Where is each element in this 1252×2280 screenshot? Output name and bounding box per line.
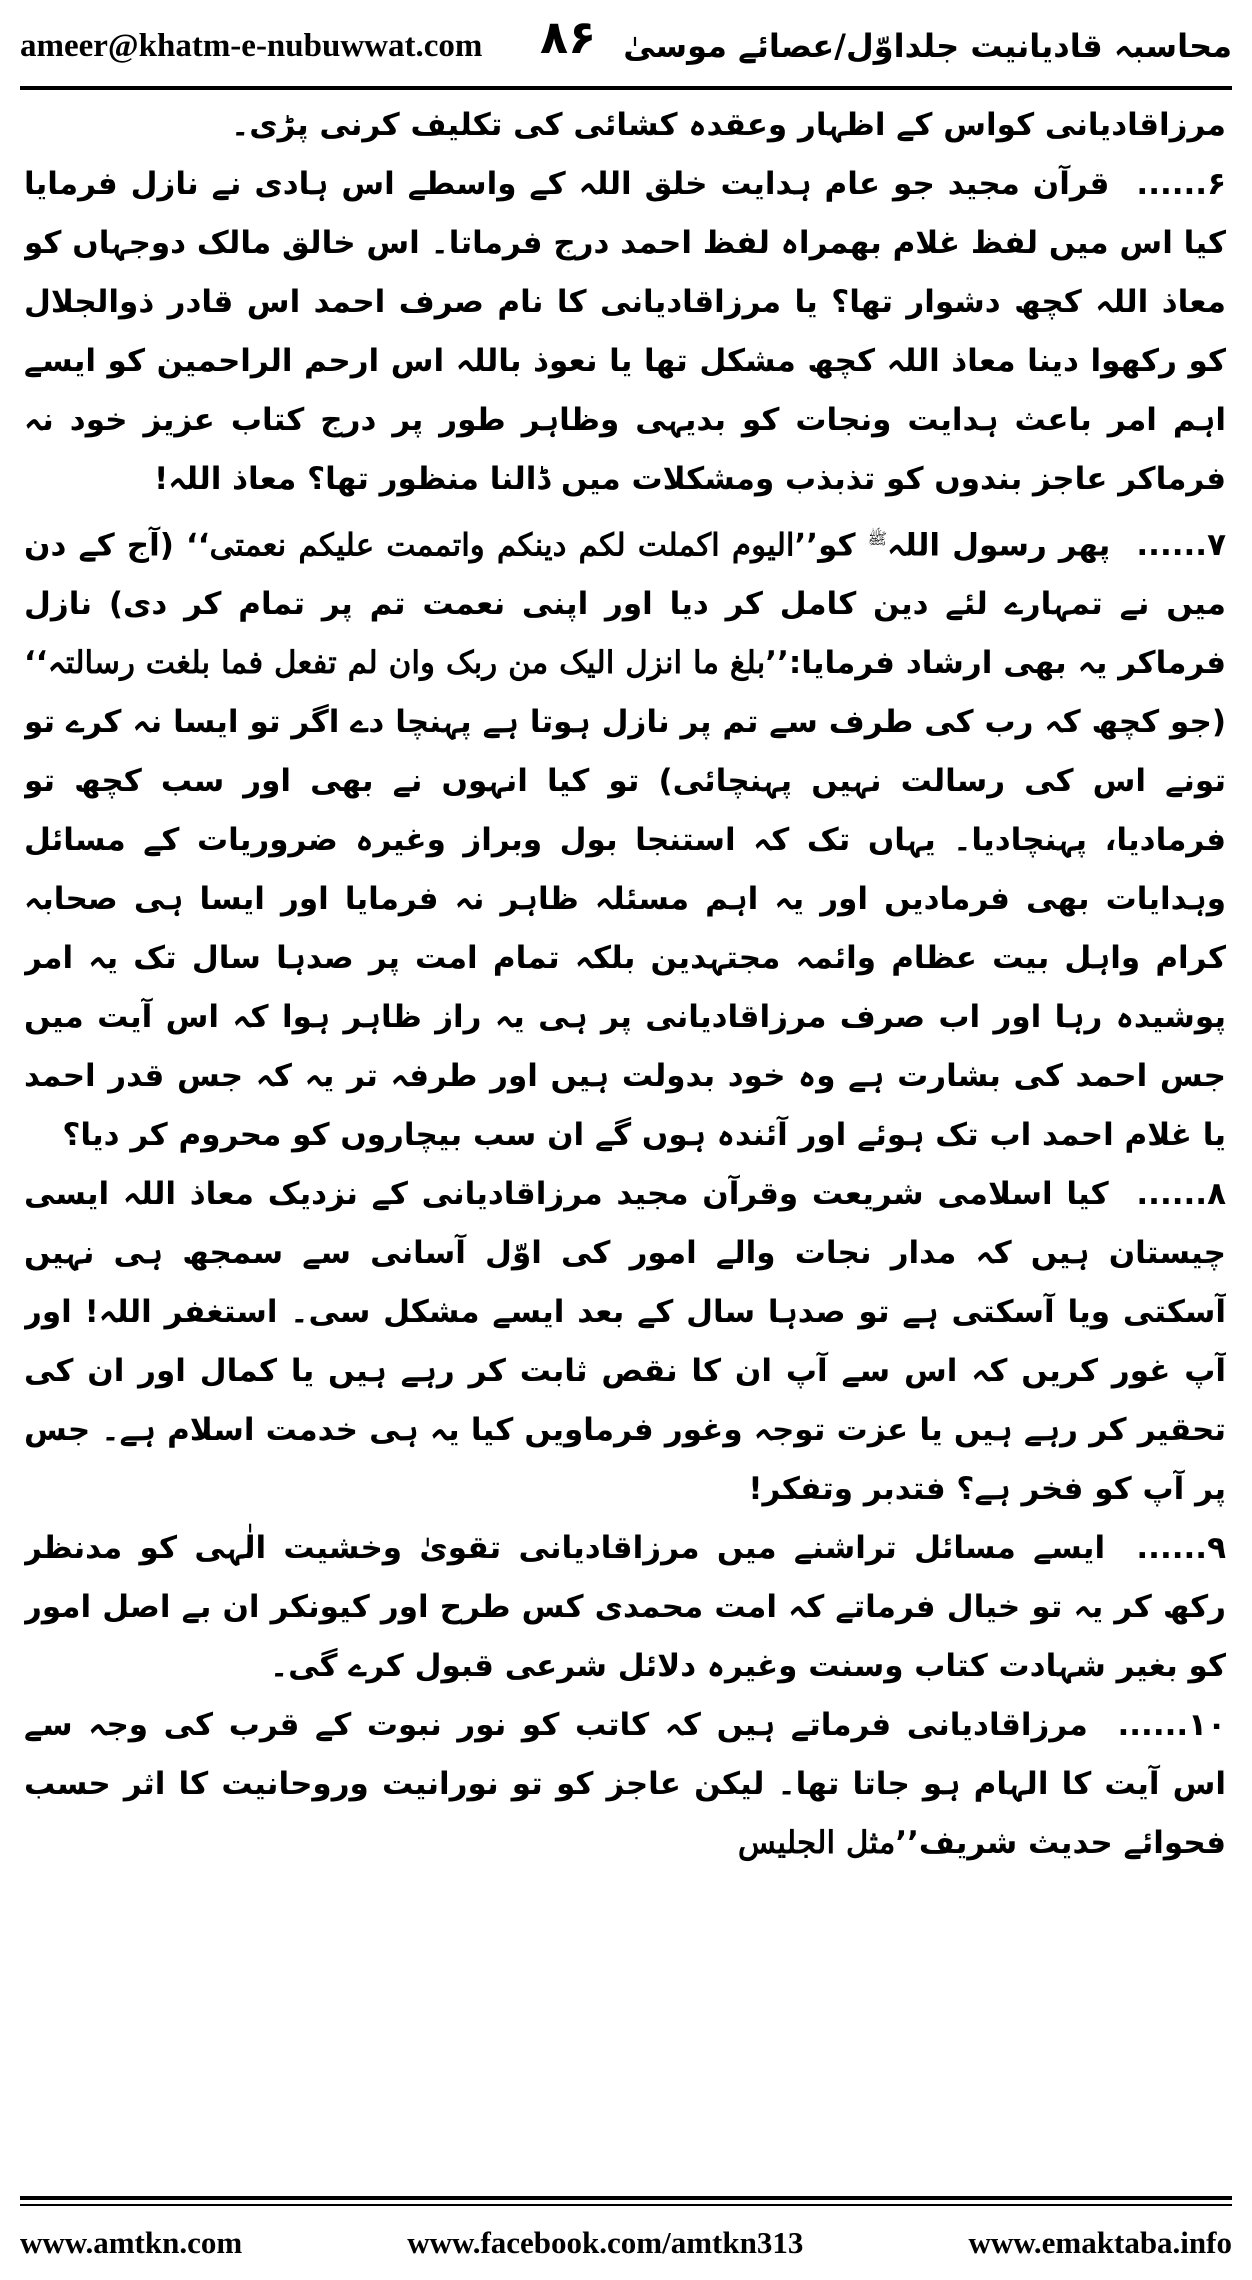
paragraph-text: مرزاقادیانی کواس کے اظہار وعقدہ کشائی کی تکلیف کرنی پڑی۔ xyxy=(231,107,1226,143)
paragraph-6 xyxy=(24,155,1226,509)
arabic-verse-1: الیوم اکملت لکم دینکم واتممت علیکم نعمتی xyxy=(209,527,795,564)
header-email[interactable]: ameer@khatm-e-nubuwwat.com xyxy=(20,27,483,64)
book-title: محاسبہ قادیانیت جلداوّل/عصائے موسیٰ xyxy=(623,27,1232,65)
paragraph-text: قرآن مجید جو عام ہدایت خلق اللہ کے واسطے اس ہادی نے نازل فرمایا کیا اس میں لفظ غلام بھمراہ لفظ احمد درج فرماتا۔ اس خالق مالک دوجہاں کو معاذ اللہ کچھ دشوار تھا؟ یا مرزاقادیانی کا نام صرف احمد اس قادر ذوالجلال کو رکھوا دینا معاذ اللہ کچھ مشکل تھا یا نعوذ باللہ اس ارحم الراحمین کو ایسے اہم امر باعث ہدایت ونجات کو بدیہی وظاہر طور پر درج کتاب عزیز خود نہ فرماکر عاجز بندوں کو تذبذب ومشکلات میں ڈالنا منظور تھا؟ معاذ اللہ! xyxy=(24,166,1226,497)
page-body xyxy=(24,96,1226,2170)
paragraph-text: ایسے مسائل تراشنے میں مرزاقادیانی تقویٰ وخشیت الٰہی کو مدنظر رکھ کر یہ تو خیال فرماتے کہ امت محمدی کس طرح اور کیونکر ان بے اصل امور کو بغیر شہادت کتاب وسنت وغیرہ دلائل شرعی قبول کرے گی۔ xyxy=(24,1530,1226,1685)
paragraph-number: ۱۰...... xyxy=(1117,1707,1226,1744)
footer-rule xyxy=(20,2196,1232,2200)
page-footer xyxy=(20,2218,1232,2268)
paragraph-number: ۸...... xyxy=(1136,1176,1226,1213)
arabic-phrase: مثل الجلیس xyxy=(737,1825,896,1862)
page-number: ۸۶ xyxy=(540,10,597,64)
paragraph-text-1: ‘‘ (آج کے دن میں نے تمہارے لئے دین کامل کر دیا اور اپنی نعمت تم پر تمام کر دی) نازل فرماکر یہ بھی ارشاد فرمایا:’’ xyxy=(24,527,1226,682)
header-rule xyxy=(20,86,1232,90)
paragraph-text-pre: پھر رسول اللہ xyxy=(886,527,1111,564)
footer-link-emaktaba[interactable]: www.emaktaba.info xyxy=(968,2225,1232,2260)
paragraph-9 xyxy=(24,1519,1226,1696)
paragraph-7 xyxy=(24,509,1226,1165)
paragraph-number: ۹...... xyxy=(1136,1530,1226,1567)
paragraph-8 xyxy=(24,1165,1226,1519)
paragraph-10 xyxy=(24,1696,1226,1873)
footer-link-facebook[interactable]: www.facebook.com/amtkn313 xyxy=(407,2225,804,2260)
footer-link-amtkn[interactable]: www.amtkn.com xyxy=(20,2225,243,2260)
paragraph-text: کیا اسلامی شریعت وقرآن مجید مرزاقادیانی کے نزدیک معاذ اللہ ایسی چیستان ہیں کہ مدار نجات والے امور کی اوّل آسانی سے سمجھ ہی نہیں آسکتی ویا آسکتی ہے تو صدہا سال کے بعد ایسے مشکل سی۔ استغفر اللہ! اور آپ غور کریں کہ اس سے آپ ان کا نقص ثابت کر رہے ہیں یا کمال اور ان کی تحقیر کر رہے ہیں یا عزت توجہ وغور فرماویں کیا یہ ہی خدمت اسلام ہے۔ جس پر آپ کو فخر ہے؟ فتدبر وتفکر! xyxy=(24,1176,1226,1508)
paragraph-intro xyxy=(24,96,1226,155)
paragraph-text: مرزاقادیانی فرماتے ہیں کہ کاتب کو نور نبوت کے قرب کی وجہ سے اس آیت کا الہام ہو جاتا تھا۔ لیکن عاجز کو تو نورانیت وروحانیت کا اثر حسب فحوائے حدیث شریف’’ xyxy=(24,1707,1226,1862)
footer-rule-thin xyxy=(20,2204,1232,2206)
arabic-verse-2: بلغ ما انزل الیک من ربک وان لم تفعل فما بلغت رسالتہ xyxy=(47,645,766,682)
paragraph-number: ۷...... xyxy=(1136,527,1226,564)
salutation-symbol: ﷺ xyxy=(867,529,887,548)
paragraph-text-2: ‘‘ (جو کچھ کہ رب کی طرف سے تم پر نازل ہوتا ہے پہنچا دے اگر تو ایسا نہ کرے تو تونے اس کی رسالت نہیں پہنچائی) تو کیا انہوں نے بھی اور سب کچھ تو فرمادیا، پہنچادیا۔ یہاں تک کہ استنجا بول وبراز وغیرہ ضروریات کے مسائل وہدایات بھی فرمادیں اور یہ اہم مسئلہ ظاہر نہ فرمایا اور ایسا ہی صحابہ کرام واہل بیت عظام وائمہ مجتہدین بلکہ تمام امت پر صدہا سال تک یہ امر پوشیدہ رہا اور اب صرف مرزاقادیانی پر ہی یہ راز ظاہر ہوا کہ اس آیت میں جس احمد کی بشارت ہے وہ خود بدولت ہیں اور طرفہ تر یہ کہ جس قدر احمد یا غلام احمد اب تک ہوئے اور آئندہ ہوں گے ان سب بیچاروں کو محروم کر دیا؟ xyxy=(24,645,1226,1154)
paragraph-text-mid: کو’’ xyxy=(794,527,868,564)
page-header xyxy=(20,8,1232,84)
paragraph-number: ۶...... xyxy=(1136,166,1226,202)
